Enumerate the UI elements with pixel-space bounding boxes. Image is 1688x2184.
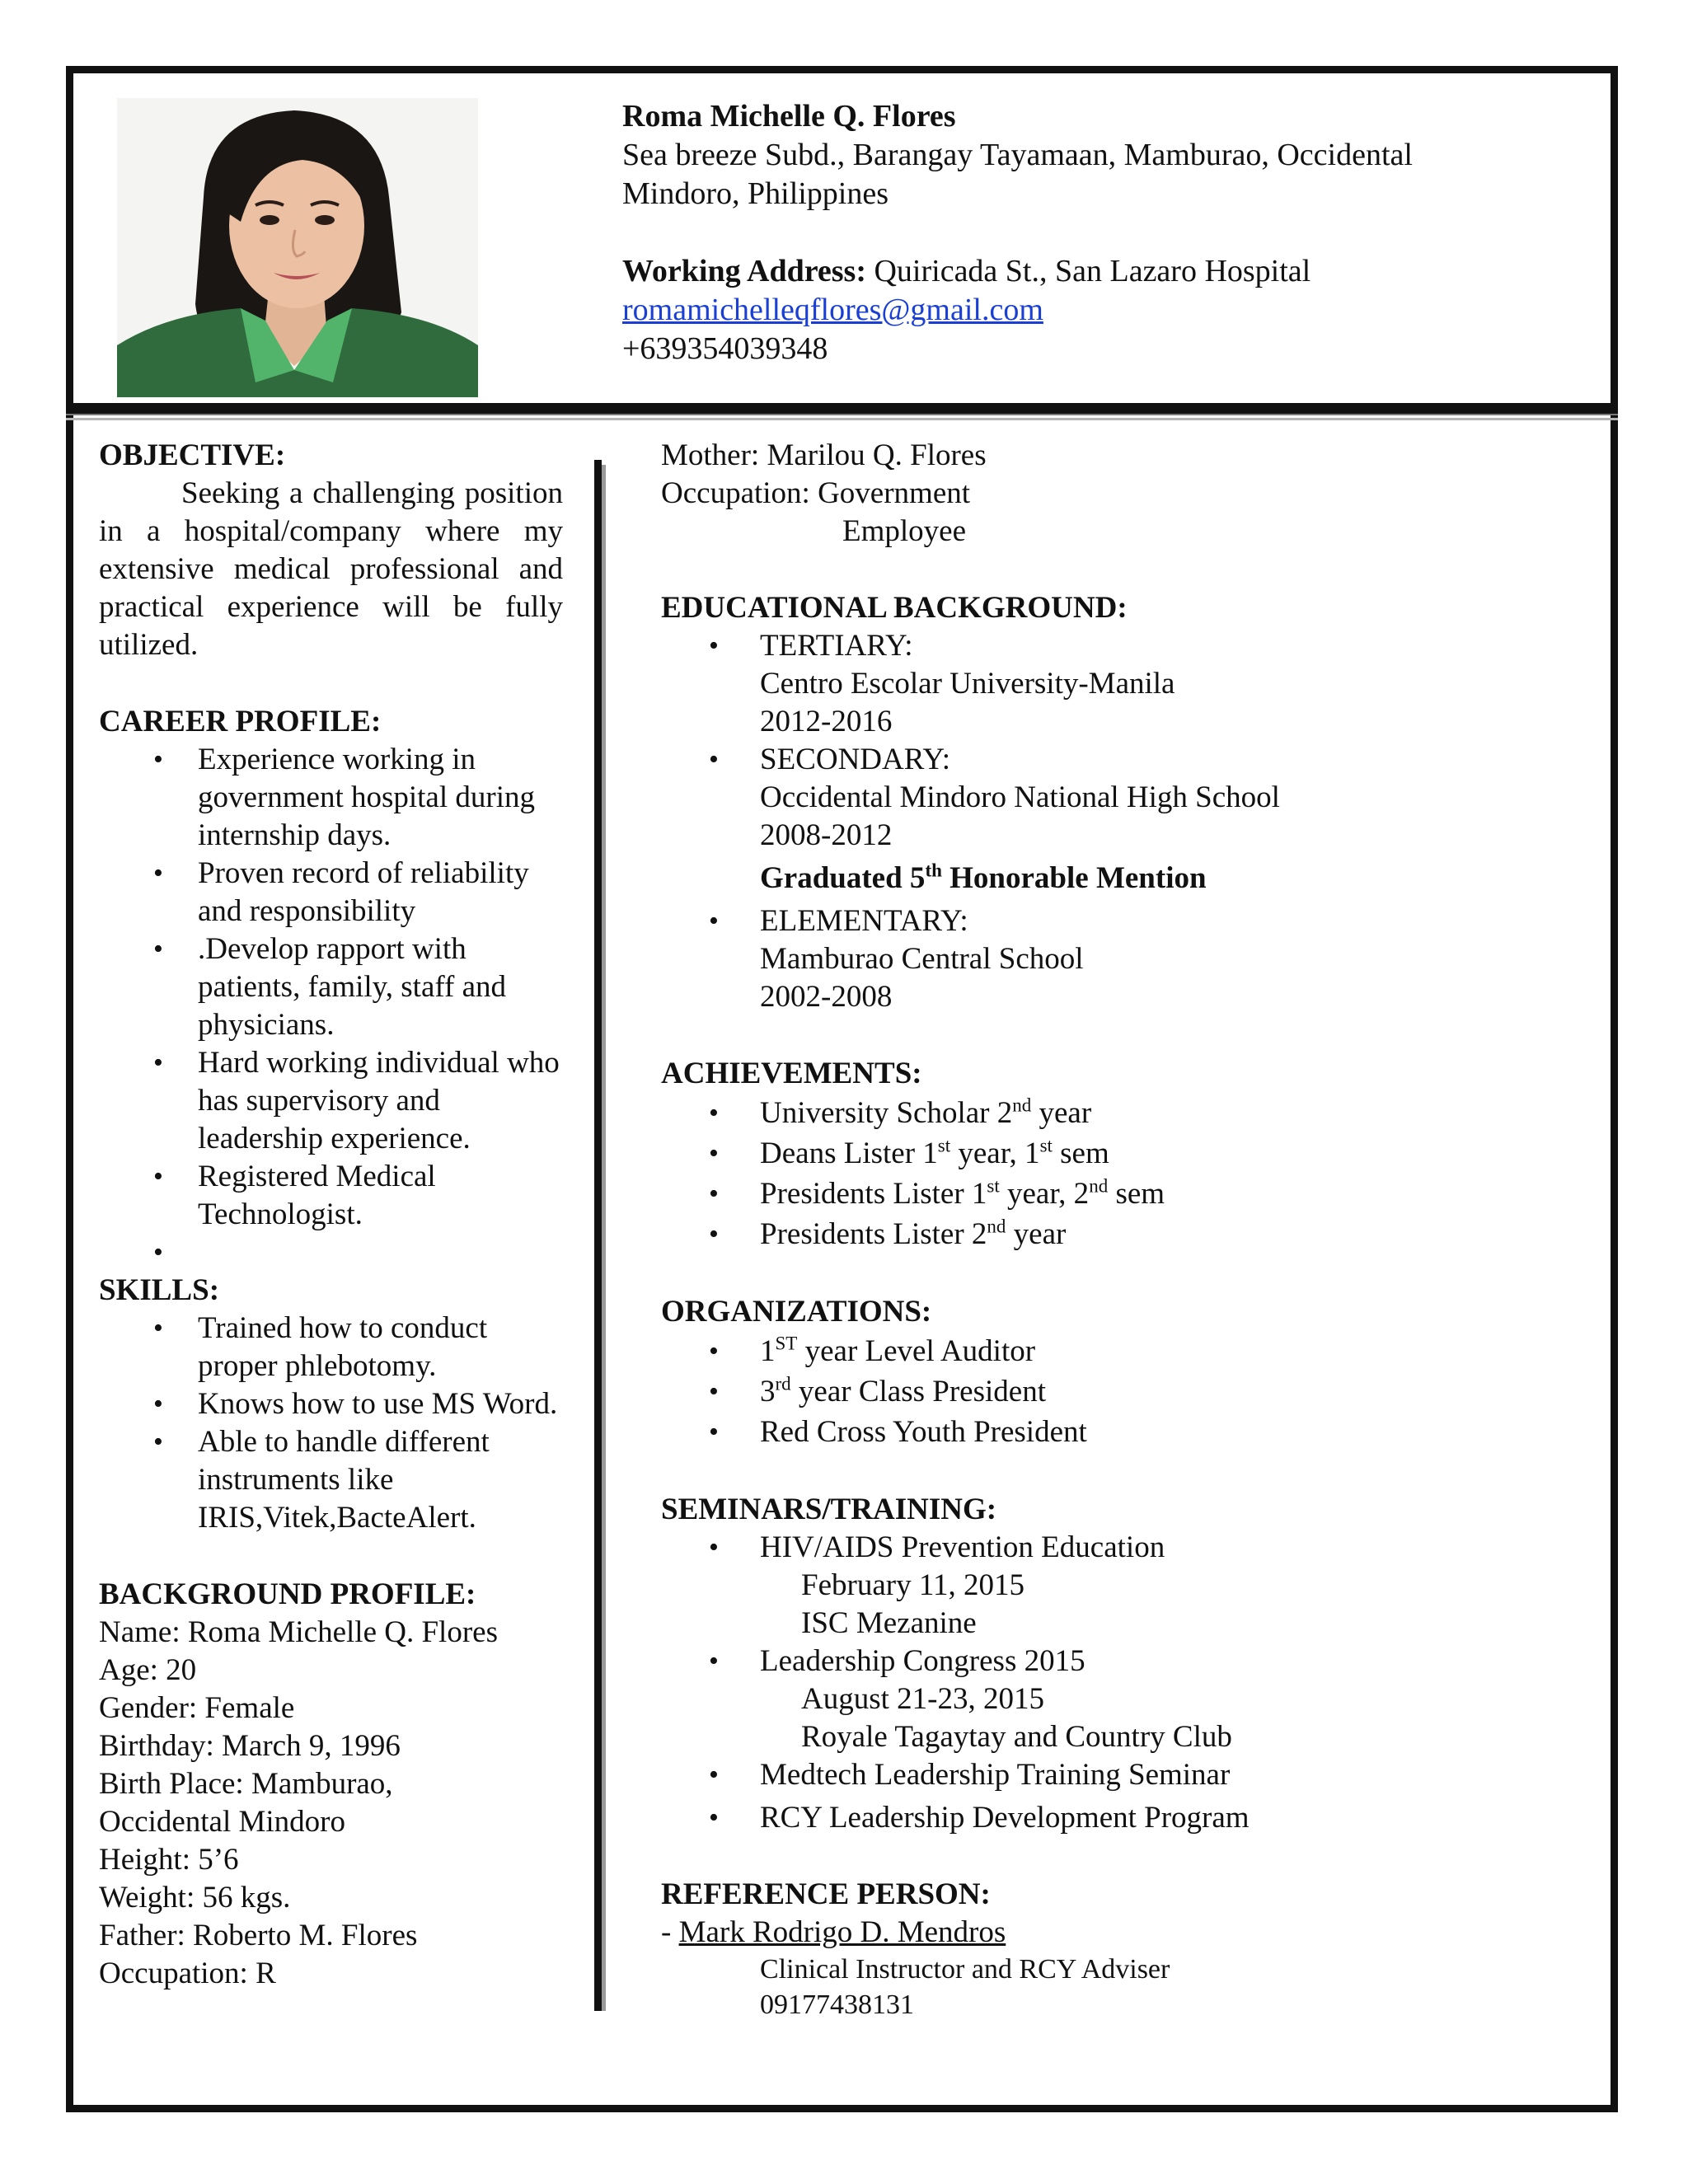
organizations-list: [661, 1331, 1485, 1452]
bg-birthday: Birthday: March 9, 1996: [99, 1729, 401, 1763]
seminar-title: • RCY Leadership Development Program: [760, 1801, 1250, 1835]
bg-father-occupation: Occupation: R: [99, 1957, 276, 1990]
list-item: • University Scholar 2nd year: [661, 1093, 1485, 1133]
right-column: [661, 437, 1485, 2022]
bg-mother-occupation-cont: Employee: [842, 514, 967, 548]
reference-prefix: -: [661, 1915, 679, 1949]
seminar-title: • Leadership Congress 2015: [760, 1644, 1085, 1678]
bg-mother: Mother: Marilou Q. Flores: [661, 438, 987, 472]
bg-age: Age: 20: [99, 1653, 197, 1687]
email-link[interactable]: romamichelleqflores@gmail.com: [622, 293, 1043, 327]
column-divider: [594, 460, 602, 2011]
reference-name-line: [661, 1914, 1485, 1952]
list-item: • Able to handle different instruments like IRIS,Vitek,BacteAlert.: [99, 1423, 563, 1537]
list-item: • Knows how to use MS Word.: [99, 1385, 563, 1423]
list-item: [661, 1529, 1485, 1643]
contact-header: [622, 97, 1471, 368]
bg-mother-occupation: Occupation: Government: [661, 476, 971, 510]
bg-weight: Weight: 56 kgs.: [99, 1881, 291, 1915]
education-list: [661, 627, 1485, 855]
reference-heading: REFERENCE PERSON:: [661, 1877, 991, 1911]
tertiary-school: Centro Escolar University-Manila: [760, 667, 1175, 701]
seminar-detail: ISC Mezanine: [801, 1606, 977, 1640]
full-name: Roma Michelle Q. Flores: [622, 99, 956, 134]
bg-birth-place-cont: Occidental Mindoro: [99, 1805, 345, 1839]
elementary-years: 2002-2008: [760, 980, 893, 1014]
elementary-label: • ELEMENTARY:: [760, 904, 968, 938]
secondary-label: • SECONDARY:: [760, 743, 950, 776]
working-address: [622, 252, 1471, 291]
education-tertiary: [661, 627, 1485, 741]
profile-photo-illustration: [117, 98, 478, 397]
working-address-label: Working Address:: [622, 254, 866, 288]
background-profile-heading: BACKGROUND PROFILE:: [99, 1577, 476, 1611]
list-item: • .Develop rapport with patients, family, staff and physicians.: [99, 930, 563, 1044]
reference-phone: 09177438131: [760, 1990, 914, 2020]
list-item: • 1ST year Level Auditor: [661, 1331, 1485, 1371]
list-item: • Experience working in government hospital during internship days.: [99, 741, 563, 855]
skills-list: [99, 1310, 563, 1537]
profile-photo: [117, 98, 478, 397]
seminar-detail: February 11, 2015: [801, 1568, 1025, 1602]
seminar-title: • Medtech Leadership Training Seminar: [760, 1758, 1231, 1792]
education-elementary: [661, 902, 1485, 1016]
seminars-list: [661, 1529, 1485, 1837]
list-item: • Presidents Lister 2nd year: [661, 1214, 1485, 1254]
objective-heading: OBJECTIVE:: [99, 438, 286, 472]
reference-position: Clinical Instructor and RCY Adviser: [760, 1954, 1170, 1985]
bg-father: Father: Roberto M. Flores: [99, 1919, 418, 1952]
list-item: • Deans Lister 1st year, 1st sem: [661, 1133, 1485, 1174]
list-item: • Trained how to conduct proper phlebotomy.: [99, 1310, 563, 1385]
honor-mention: [661, 860, 1485, 898]
address-line-1: Sea breeze Subd., Barangay Tayamaan, Mamburao, Occidental: [622, 138, 1413, 172]
left-column: [99, 437, 563, 1993]
address-line-2: Mindoro, Philippines: [622, 176, 889, 211]
bg-gender: Gender: Female: [99, 1691, 295, 1725]
phone-number: +639354039348: [622, 331, 828, 366]
education-list-elementary: [661, 902, 1485, 1016]
education-secondary: [661, 741, 1485, 855]
achievements-list: [661, 1093, 1485, 1254]
seminar-detail: August 21-23, 2015: [801, 1682, 1044, 1716]
list-item: • Presidents Lister 1st year, 2nd sem: [661, 1174, 1485, 1214]
list-item: • Hard working individual who has supervisory and leadership experience.: [99, 1044, 563, 1158]
list-item: [99, 1234, 563, 1272]
organizations-heading: ORGANIZATIONS:: [661, 1295, 932, 1329]
honor-sup: th: [925, 860, 942, 881]
bg-name: Name: Roma Michelle Q. Flores: [99, 1615, 498, 1649]
secondary-years: 2008-2012: [760, 818, 893, 852]
list-item: [661, 1756, 1485, 1794]
education-heading: EDUCATIONAL BACKGROUND:: [661, 591, 1128, 625]
header-divider: [66, 403, 1618, 415]
seminar-title: • HIV/AIDS Prevention Education: [760, 1530, 1165, 1564]
bg-birth-place: Birth Place: Mamburao,: [99, 1767, 393, 1801]
achievements-heading: ACHIEVEMENTS:: [661, 1057, 922, 1090]
working-address-value: Quiricada St., San Lazaro Hospital: [874, 254, 1311, 288]
career-profile-list: [99, 741, 563, 1272]
honor-post: Honorable Mention: [941, 861, 1207, 895]
list-item: [661, 1799, 1485, 1837]
seminars-heading: SEMINARS/TRAINING:: [661, 1493, 997, 1526]
list-item: [661, 1643, 1485, 1756]
seminar-detail: Royale Tagaytay and Country Club: [801, 1720, 1232, 1754]
objective-text: Seeking a challenging position in a hospital/company where my extensive medical professional and practical experience will be fully utilized.: [99, 476, 563, 662]
list-item: • Registered Medical Technologist.: [99, 1158, 563, 1234]
list-item: • Red Cross Youth President: [661, 1412, 1485, 1452]
reference-name: Mark Rodrigo D. Mendros: [678, 1915, 1006, 1949]
skills-heading: SKILLS:: [99, 1273, 220, 1307]
tertiary-label: • TERTIARY:: [760, 629, 913, 663]
bg-height: Height: 5’6: [99, 1843, 239, 1877]
elementary-school: Mamburao Central School: [760, 942, 1084, 976]
secondary-school: Occidental Mindoro National High School: [760, 780, 1280, 814]
list-item: • Proven record of reliability and responsibility: [99, 855, 563, 930]
honor-pre: Graduated 5: [760, 861, 926, 895]
career-profile-heading: CAREER PROFILE:: [99, 705, 382, 738]
tertiary-years: 2012-2016: [760, 705, 893, 738]
list-item: • 3rd year Class President: [661, 1371, 1485, 1412]
